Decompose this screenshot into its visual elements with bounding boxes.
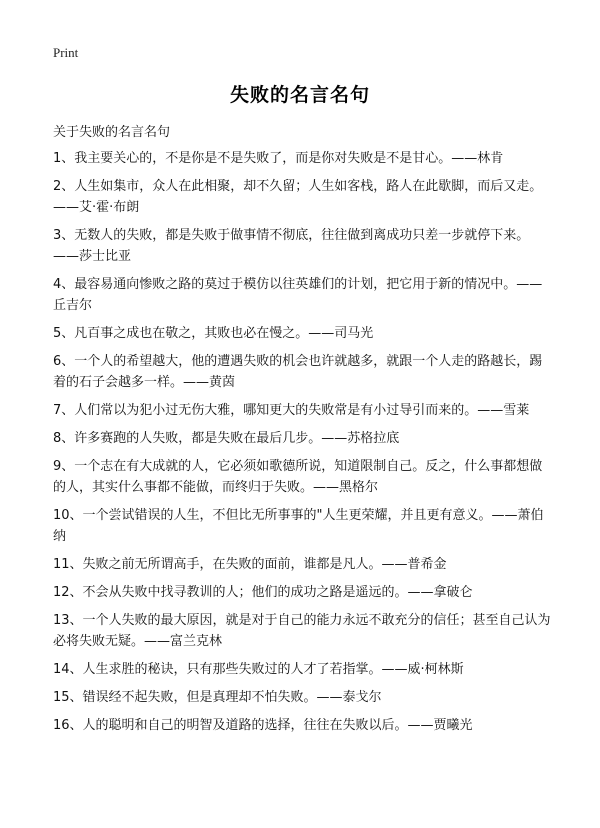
print-label: Print xyxy=(53,45,79,60)
quote-item: 13、一个人失败的最大原因，就是对于自己的能力永远不敢充分的信任；甚至自己认为必将失败无疑。——富兰克林 xyxy=(53,613,551,649)
quote-item: 10、一个尝试错误的人生，不但比无所事事的"人生更荣耀，并且更有意义。——萧伯纳 xyxy=(53,508,544,544)
quote-item: 9、一个志在有大成就的人，它必须如歌德所说，知道限制自己。反之，什么事都想做的人，其实什么事都不能做，而终归于失败。——黑格尔 xyxy=(53,459,543,495)
quote-item: 4、最容易通向惨败之路的莫过于模仿以往英雄们的计划，把它用于新的情况中。——丘吉尔 xyxy=(53,277,543,313)
quote-item: 5、凡百事之成也在敬之，其败也必在慢之。——司马光 xyxy=(53,326,374,341)
quote-item: 6、一个人的希望越大，他的遭遇失败的机会也许就越多，就跟一个人走的路越长，踢着的石子会越多一样。——黄茵 xyxy=(53,354,543,390)
quote-item: 11、失败之前无所谓高手，在失败的面前，谁都是凡人。——普希金 xyxy=(53,557,447,572)
quote-item: 12、不会从失败中找寻教训的人；他们的成功之路是遥远的。——拿破仑 xyxy=(53,585,473,600)
page-title: 失败的名言名句 xyxy=(229,84,370,106)
quote-item: 2、人生如集市，众人在此相聚，却不久留；人生如客栈，路人在此歇脚，而后又走。——艾·霍·布朗 xyxy=(53,179,543,215)
quote-item: 7、人们常以为犯小过无伤大雅，哪知更大的失败常是有小过导引而来的。——雪莱 xyxy=(53,403,530,418)
quote-item: 1、我主要关心的，不是你是不是失败了，而是你对失败是不是甘心。——林肯 xyxy=(53,151,504,166)
quote-item: 3、无数人的失败，都是失败于做事情不彻底，往往做到离成功只差一步就停下来。——莎士比亚 xyxy=(53,228,530,264)
quote-item: 14、人生求胜的秘诀，只有那些失败过的人才了若指掌。——威·柯林斯 xyxy=(53,662,464,677)
document-subtitle: 关于失败的名言名句 xyxy=(53,125,171,140)
quote-item: 16、人的聪明和自己的明智及道路的选择，往往在失败以后。——贾曦光 xyxy=(53,718,473,733)
quote-list xyxy=(53,148,553,743)
quote-item: 8、许多赛跑的人失败，都是失败在最后几步。——苏格拉底 xyxy=(53,431,400,446)
quote-item: 15、错误经不起失败，但是真理却不怕失败。——泰戈尔 xyxy=(53,690,382,705)
